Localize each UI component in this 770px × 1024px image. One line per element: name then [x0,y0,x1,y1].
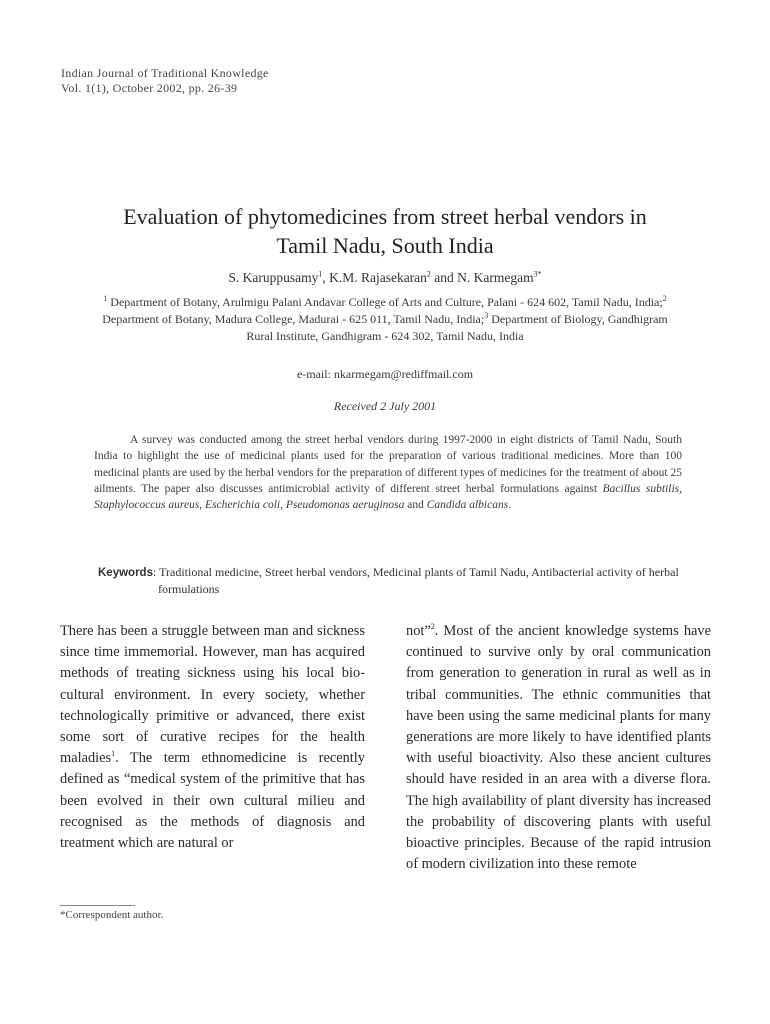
journal-citation: Vol. 1(1), October 2002, pp. 26-39 [61,81,238,95]
species-3: Escherichia coli [205,499,281,512]
footnote-divider [60,905,135,906]
body-right-text-2: . Most of the ancient knowledge systems have continued to survive only by oral communication from generation to generation in rural as well as in tribal communities. The ethnic communities that have been using the same medicinal plants for many generations are more likely to have identified plants with useful bioactivity. Also these ancient cultures should have resided in an area with a diverse flora. The high availability of plant diversity has increased the probability of discovering plants with useful bioactive principles. Because of the rapid intrusion of modern civilization into these remote [406,623,711,873]
affiliation-3-mark: 3 [484,311,489,320]
affiliations [90,294,680,345]
affiliation-2: Department of Botany, Madura College, Madurai - 625 011, Tamil Nadu, India; [102,312,485,326]
title-line-2: Tamil Nadu, South India [276,233,494,258]
abstract-sep-1: , [679,482,682,495]
title-line-1: Evaluation of phytomedicines from street herbal vendors in [123,204,647,229]
affiliation-1: Department of Botany, Arulmigu Palani Andavar College of Arts and Culture, Palani - 624 602, Tamil Nadu, India; [107,295,663,309]
abstract-text: A survey was conducted among the street herbal vendors during 1997-2000 in eight districts of Tamil Nadu, South India to highlight the use of medicinal plants used for the preparation of various traditional medicines. More than 100 medicinal plants are used by the herbal vendors for the preparation of different types of medicines for the treatment of about 25 ailments. The paper also discusses antimicrobial activity of different street herbal formulations against [94,434,682,495]
body-left-text-1: There has been a struggle between man and sickness since time immemorial. However, man has acquired methods of treating sickness using his local bio-cultural environment. In every society, whether technologically primitive or advanced, there exist some sort of curative recipes for the health maladies [60,623,365,767]
citation-2: 2 [430,622,435,632]
journal-header [61,66,269,96]
affiliation-1-mark: 1 [103,294,108,303]
species-4: Pseudomonas aeruginosa [285,499,405,512]
abstract-sep-2: , [199,499,206,512]
affiliation-3: Department of Biology, Gandhigram Rural Institute, Gandhigram - 624 302, Tamil Nadu, India [246,312,668,343]
paper-title [40,202,730,260]
body-left-text-2: . The term ethnomedicine is recently defined as “medical system of the primitive that has been evolved in their own cultural milieu and recognised as the methods of diagnosis and treatment which are natural or [60,750,365,852]
affiliation-2-mark: 2 [662,294,667,303]
author-3-mark: 3* [533,269,542,279]
keywords-label: Keywords [98,567,153,579]
footnote: *Correspondent author. [60,909,164,921]
body-column-right [406,621,711,875]
author-3: N. Karmegam [457,270,534,285]
abstract [94,432,682,513]
author-separator-1: , [322,270,330,285]
journal-name: Indian Journal of Traditional Knowledge [61,66,269,80]
author-1-mark: 1 [318,269,323,279]
author-2: K.M. Rajasekaran [329,270,427,285]
citation-1: 1 [111,749,116,759]
contact-email: e-mail: nkarmegam@rediffmail.com [296,367,474,381]
abstract-sep-4: and [404,499,427,512]
author-2-mark: 2 [426,269,431,279]
author-list [60,270,710,286]
abstract-sep-3: , [280,499,286,512]
author-1: S. Karuppusamy [228,270,319,285]
body-right-text-1: not” [406,623,431,639]
author-separator-2: and [430,270,458,285]
species-5: Candida albicans [426,499,509,512]
keywords [98,564,738,597]
keywords-text: : Traditional medicine, Street herbal vendors, Medicinal plants of Tamil Nadu, Antibacterial activity of herbal formulations [152,565,679,596]
species-2: Staphylococcus aureus [94,499,200,512]
abstract-end: . [508,499,512,512]
body-column-left [60,621,365,854]
species-1: Bacillus subtilis [602,482,680,495]
received-date: Received 2 July 2001 [333,399,437,413]
